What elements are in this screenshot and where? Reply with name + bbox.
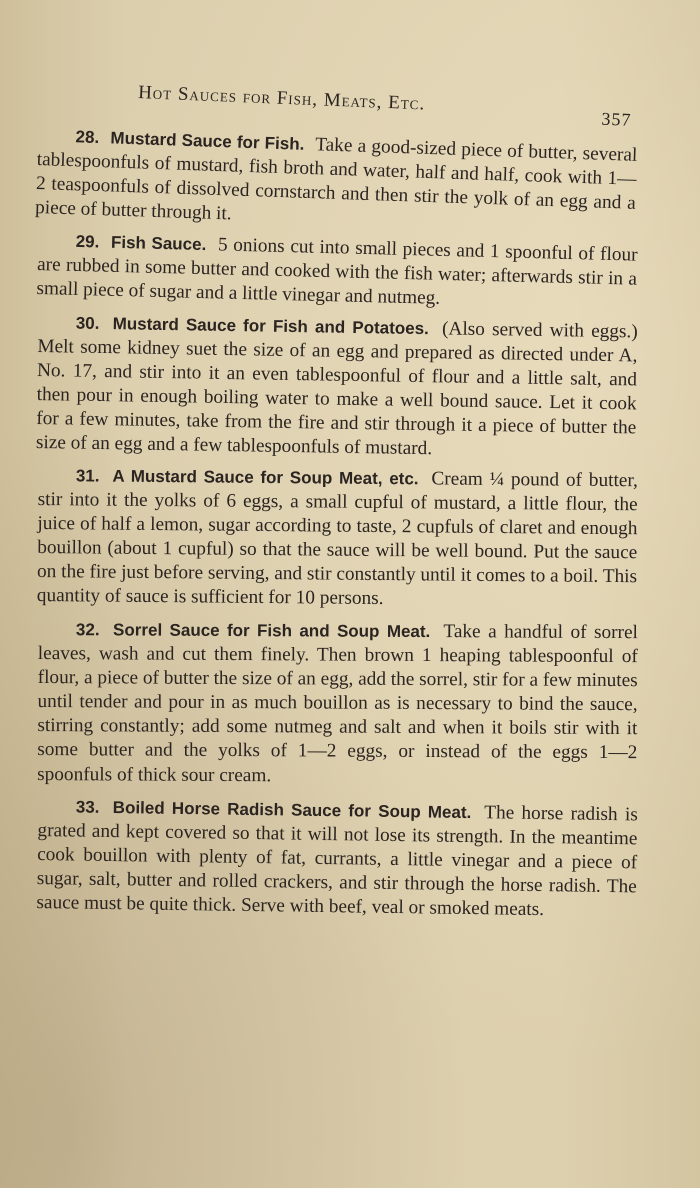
- recipe-number: 32.: [75, 619, 100, 640]
- recipe-heading: Fish Sauce.: [110, 233, 207, 255]
- recipe-heading: Sorrel Sauce for Fish and Soup Meat.: [113, 620, 431, 641]
- recipe-text: (Also served with eggs.) Melt some kidney suet the size of an egg and prepared as directed under A, No. 17, and stir into it an even tablespoonful of flour and a little salt, and then pour in enough boiling water to make a well bound sauce. Let it cook for a few minutes, take from the fire and stir through it a piece of butter the size of an egg and a few tablespoonfuls of mustard.: [35, 318, 638, 460]
- recipe-heading: Mustard Sauce for Fish.: [110, 128, 305, 154]
- running-head-title: Hot Sauces for Fish, Meats, Etc.: [137, 82, 426, 115]
- recipe-heading: Mustard Sauce for Fish and Potatoes.: [112, 313, 429, 338]
- recipe-30: [36, 311, 638, 465]
- recipe-text: Take a handful of sorrel leaves, wash and cut them finely. Then brown 1 heaping tablespoonful of flour, a piece of butter the size of an egg, add the sorrel, stir for a few minutes until tender and pour in as much bouillon as is necessary to bind the sauce, stirring constantly; add some nutmeg and salt and when it boils stir with it some butter and the yolks of 1—2 eggs, or instead of the eggs 1—2 spoonfuls of thick sour cream.: [37, 620, 638, 786]
- recipe-number: 28.: [75, 127, 100, 148]
- recipe-heading: A Mustard Sauce for Soup Meat, etc.: [112, 466, 419, 489]
- recipe-33: [36, 795, 638, 924]
- recipe-number: 33.: [75, 797, 100, 818]
- page-number: 357: [601, 108, 632, 130]
- recipe-number: 31.: [75, 466, 100, 486]
- recipe-text: 5 onions cut into small pieces and 1 spoonful of flour are rubbed in some butter and cooked with the fish water; afterwards stir in a small piece of sugar and a little vinegar and nutmeg.: [36, 234, 638, 310]
- recipe-number: 29.: [75, 232, 100, 252]
- recipe-text: Cream ¼ pound of butter, stir into it the yolks of 6 eggs, a small cupful of mustard, a little flour, the juice of half a lemon, sugar according to taste, 2 cupfuls of claret and enough bouillon (about 1 cupful) so that the sauce will be well bound. Put the sauce on the fire just before serving, and stir constantly until it comes to a boil. This quantity of sauce is sufficient for 10 persons.: [36, 468, 638, 610]
- recipe-list: [34, 124, 638, 925]
- recipe-29: [36, 229, 638, 316]
- recipe-text: The horse radish is grated and kept covered so that it will not lose its strength. In the meantime cook bouillon with plenty of fat, currants, a little vinegar and a piece of sugar, salt, butter and rolled crackers, and stir through the horse radish. The sauce must be quite thick. Serve with beef, veal or smoked meats.: [36, 802, 638, 921]
- recipe-heading: Boiled Horse Radish Sauce for Soup Meat.: [112, 798, 472, 823]
- recipe-32: [37, 618, 638, 790]
- recipe-31: [37, 464, 638, 614]
- recipe-text: Take a good-sized piece of butter, several tablespoonfuls of mustard, fish broth and water, half and half, cook with 1—2 teaspoonfuls of dissolved cornstarch and then stir the yolk of an egg and a piece of butter through it.: [34, 134, 638, 225]
- recipe-number: 30.: [75, 313, 100, 333]
- recipe-28: [35, 124, 638, 240]
